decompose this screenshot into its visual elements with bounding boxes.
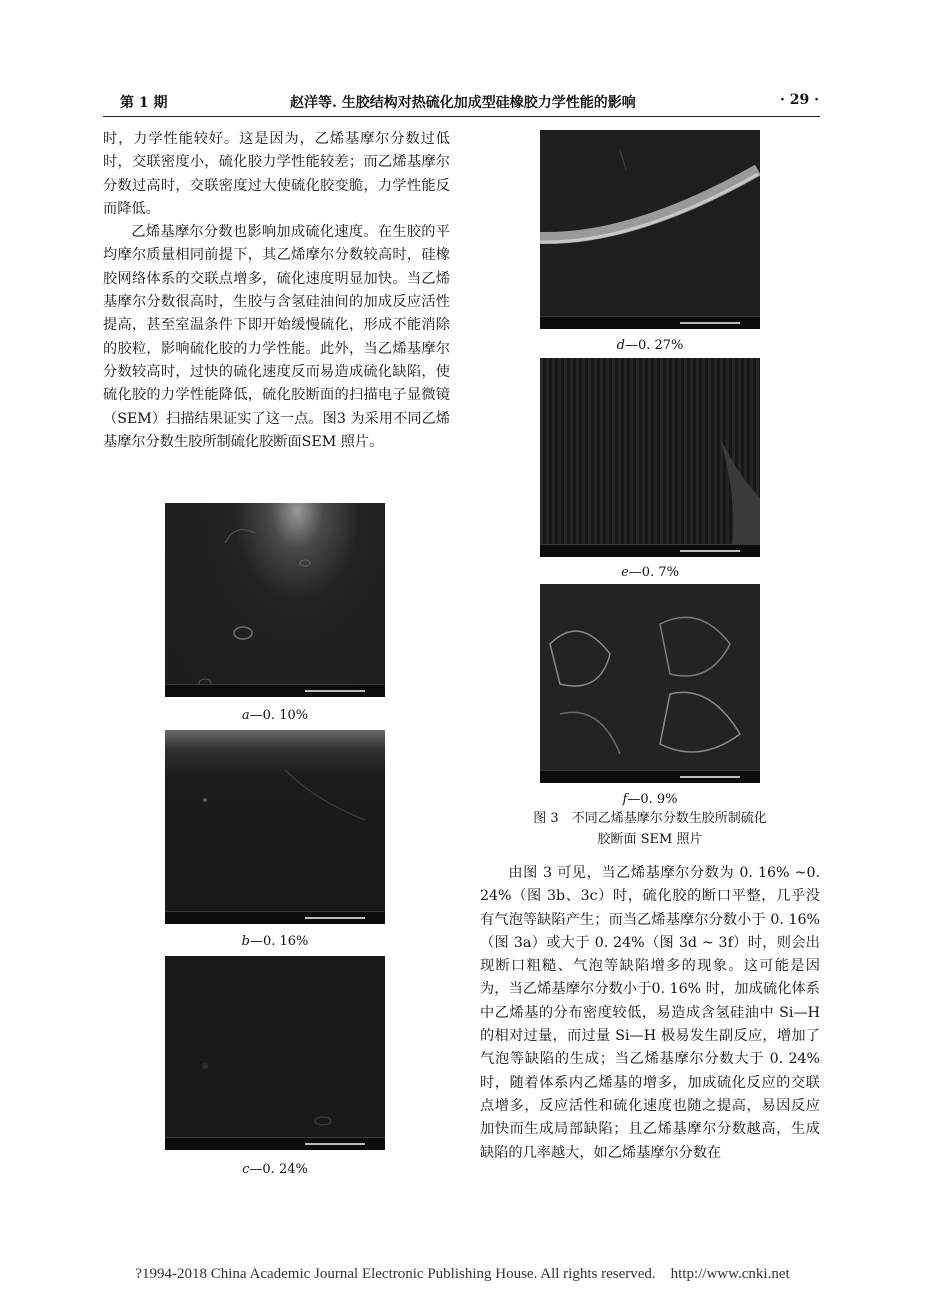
sem-texture-a <box>165 503 385 697</box>
right-column <box>480 862 820 1165</box>
sem-image-a <box>165 503 385 697</box>
caption-c: c—0. 24% <box>242 1162 308 1177</box>
left-paragraph-1: 时，力学性能较好。这是因为，乙烯基摩尔分数过低时，交联密度小，硫化胶力学性能较差；而乙烯基摩尔分数过高时，交联密度过大使硫化胶变脆，力学性能反而降低。 <box>103 131 450 217</box>
sem-image-b <box>165 730 385 924</box>
sem-texture-c <box>165 956 385 1150</box>
sem-image-f <box>540 584 760 783</box>
caption-e: e—0. 7% <box>621 565 679 580</box>
figure-caption-line-2: 胶断面 SEM 照片 <box>597 832 703 847</box>
sem-scan-bar-f <box>540 770 760 783</box>
header-title: 赵洋等. 生胶结构对热硫化加成型硅橡胶力学性能的影响 <box>290 95 636 111</box>
sem-texture-e <box>540 358 760 557</box>
left-column <box>103 128 450 454</box>
header-issue: 第 1 期 <box>120 95 168 111</box>
sem-scan-bar-c <box>165 1137 385 1150</box>
left-paragraph-2: 乙烯基摩尔分数也影响加成硫化速度。在生胶的平均摩尔质量相同前提下，其乙烯摩尔分数较高时，硅橡胶网络体系的交联点增多，硫化速度明显加快。当乙烯基摩尔分数很高时，生胶与含氢硅油间的加成反应活性提高，甚至室温条件下即开始缓慢硫化，形成不能消除的胶粒，影响硫化胶的力学性能。此外，当乙烯基摩尔分数较高时，过快的硫化速度反而易造成硫化缺陷，使硫化胶的力学性能降低，硫化胶断面的扫描电子显微镜（SEM）扫描结果证实了这一点。图3 为采用不同乙烯基摩尔分数生胶所制硫化胶断面SEM 照片。 <box>103 224 450 450</box>
sem-texture-f <box>540 584 760 783</box>
sem-texture-d <box>540 130 760 329</box>
sem-texture-b <box>165 730 385 924</box>
caption-f: f—0. 9% <box>622 792 678 807</box>
sem-scan-bar-b <box>165 911 385 924</box>
sem-scan-bar-e <box>540 544 760 557</box>
caption-a: a—0. 10% <box>241 708 309 723</box>
right-paragraph-1: 由图 3 可见，当乙烯基摩尔分数为 0. 16% ~0. 24%（图 3b、3c）时，硫化胶的断口平整，几乎没有气泡等缺陷产生；而当乙烯基摩尔分数小于 0. 16%（图 3a）或大于 0. 24%（图 3d ~ 3f）时，则会出现断口粗糙、气泡等缺陷增多的现象。这可能是因为，当乙烯基摩尔分数小于0. 16% 时，加成硫化体系中乙烯基的分布密度较低，易造成含氢硅油中 Si—H 的相对过量，而过量 Si—H 极易发生副反应，增加了气泡等缺陷的生成；当乙烯基摩尔分数大于 0. 24% 时，随着体系内乙烯基的增多，加成硫化反应的交联点增多，反应活性和硫化速度也随之提高，易因反应加快而生成局部缺陷；且乙烯基摩尔分数越高，生成缺陷的几率越大，如乙烯基摩尔分数在 <box>480 865 820 1161</box>
header-page-number: · 29 · <box>780 92 819 108</box>
sem-image-c <box>165 956 385 1150</box>
figure-caption <box>480 808 820 850</box>
caption-d: d—0. 27% <box>616 338 684 353</box>
figure-caption-line-1: 图 3 不同乙烯基摩尔分数生胶所制硫化 <box>533 811 767 826</box>
footer-copyright: ?1994-2018 China Academic Journal Electronic Publishing House. All rights reserved. http://www.cnki.net <box>135 1266 790 1282</box>
sem-scan-bar-d <box>540 316 760 329</box>
sem-image-d <box>540 130 760 329</box>
caption-b: b—0. 16% <box>241 934 309 949</box>
sem-image-e <box>540 358 760 557</box>
sem-scan-bar-a <box>165 684 385 697</box>
header-rule <box>103 116 820 117</box>
